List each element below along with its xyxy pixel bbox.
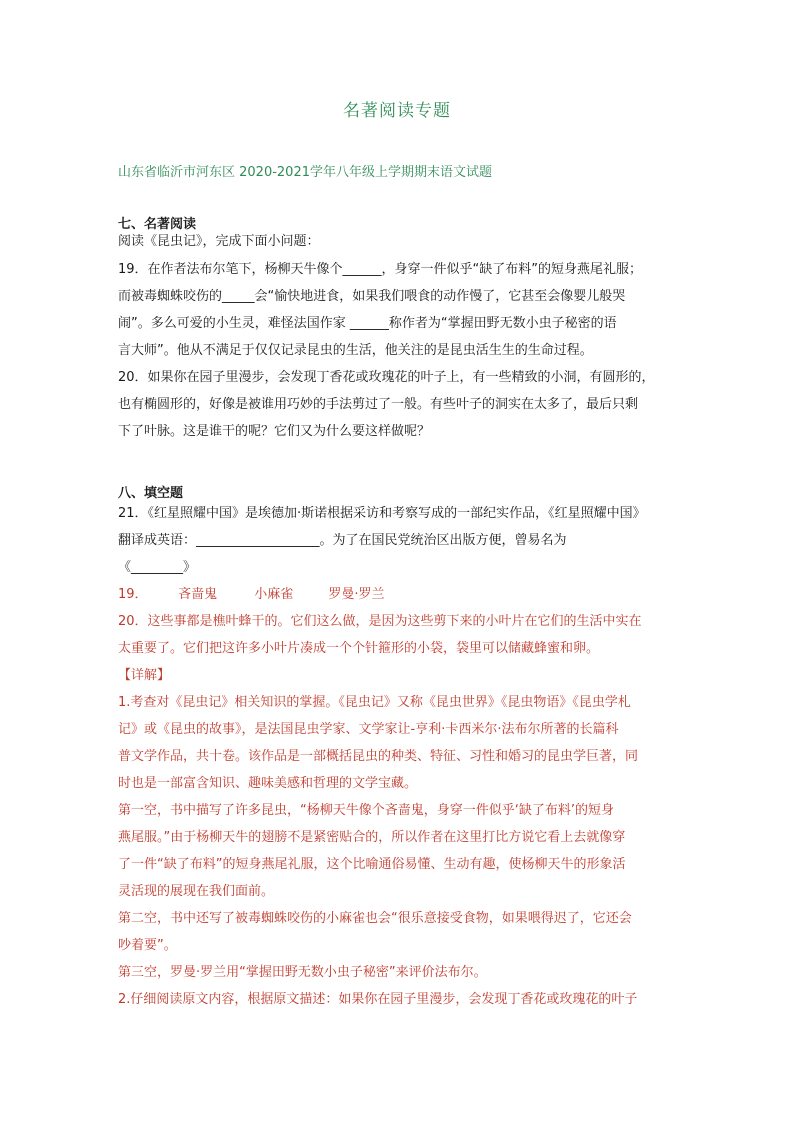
q21-line: 21．《红星照耀中国》是埃德加·斯诺根据采访和考察写成的一部纪实作品，《红星照耀中国》 <box>118 506 646 521</box>
q19-line: 而被毒蜘蛛咬伤的_____会“愉快地进食，如果我们喂食的动作慢了，它甚至会像婴儿般哭 <box>118 289 626 304</box>
q19-line: 闹”。多么可爱的小生灵，难怪法国作家 ______称作者为“掌握田野无数小虫子秘密的语 <box>118 316 617 331</box>
answer-19 <box>118 583 678 602</box>
detail-line: 2.仔细阅读原文内容，根据原文描述：如果你在园子里漫步，会发现丁香花或玫瑰花的叶子 <box>118 992 638 1007</box>
detail-line: 第三空，罗曼·罗兰用“掌握田野无数小虫子秘密”来评价法布尔。 <box>118 965 487 980</box>
detail-line: 第一空，书中描写了许多昆虫，“杨柳天牛像个吝啬鬼，身穿一件似乎‘缺了布料’的短身 <box>118 803 615 818</box>
answer-20-line: 太重要了。它们把这许多小叶片凑成一个个针箍形的小袋，袋里可以储藏蜂蜜和卵。 <box>118 641 600 656</box>
answer-20-line: 20．这些事都是樵叶蜂干的。它们这么做，是因为这些剪下来的小叶片在它们的生活中实在 <box>118 614 642 629</box>
detail-line: 了一件“缺了布料”的短身燕尾礼服，这个比喻通俗易懂、生动有趣，使杨柳天牛的形象活 <box>118 857 626 872</box>
q19-line: 言大师”。他从不满足于仅仅记录昆虫的生活，他关注的是昆虫活生生的生命过程。 <box>118 343 593 358</box>
answer-19-number: 19． <box>118 587 148 602</box>
section-8-heading: 八、填空题 <box>118 486 184 501</box>
answer-19-item: 吝啬鬼 <box>178 587 218 602</box>
detail-line: 记》或《昆虫的故事》，是法国昆虫学家、文学家让-亨利·卡西米尔·法布尔所著的长篇科 <box>118 722 619 737</box>
detail-line: 时也是一部富含知识、趣味美感和哲理的文学宝藏。 <box>118 776 418 791</box>
section-7-intro: 阅读《昆虫记》，完成下面小问题： <box>118 234 320 249</box>
q20-line: 下了叶脉。这是谁干的呢？它们又为什么要这样做呢？ <box>118 424 431 439</box>
exam-source: 山东省临沂市河东区 2020-2021学年八年级上学期期末语文试题 <box>118 165 492 180</box>
page-title: 名著阅读专题 <box>343 101 451 121</box>
detail-line: 1.考查对《昆虫记》相关知识的掌握。《昆虫记》又称《昆虫世界》《昆虫物语》《昆虫学札 <box>118 695 631 710</box>
detail-line: 灵活现的展现在我们面前。 <box>118 884 275 899</box>
q21-line: 翻译成英语：___________________。为了在国民党统治区出版方便，曾易名为 <box>118 533 567 548</box>
detail-line: 第二空，书中还写了被毒蜘蛛咬伤的小麻雀也会“很乐意接受食物，如果喂得迟了，它还会 <box>118 911 632 926</box>
detail-line: 吵着要”。 <box>118 938 177 953</box>
answer-19-item: 罗曼·罗兰 <box>328 587 385 602</box>
q20-line: 也有椭圆形的，好像是被谁用巧妙的手法剪过了一般。有些叶子的洞实在太多了，最后只剩 <box>118 397 639 412</box>
q19-line: 19．在作者法布尔笔下，杨柳天牛像个______，身穿一件似乎“缺了布料”的短身燕尾礼服； <box>118 262 643 277</box>
detail-label: 【详解】 <box>118 668 171 683</box>
detail-line: 燕尾服。”由于杨柳天牛的翅膀不是紧密贴合的，所以作者在这里打比方说它看上去就像穿 <box>118 830 626 845</box>
detail-line: 普文学作品，共十卷。该作品是一部概括昆虫的种类、特征、习性和婚习的昆虫学巨著，同 <box>118 749 639 764</box>
q20-line: 20．如果你在园子里漫步，会发现丁香花或玫瑰花的叶子上，有一些精致的小洞，有圆形的， <box>118 370 655 385</box>
q21-line: 《________》 <box>118 560 197 575</box>
section-7-heading: 七、名著阅读 <box>118 217 197 232</box>
answer-19-item: 小麻雀 <box>254 587 294 602</box>
